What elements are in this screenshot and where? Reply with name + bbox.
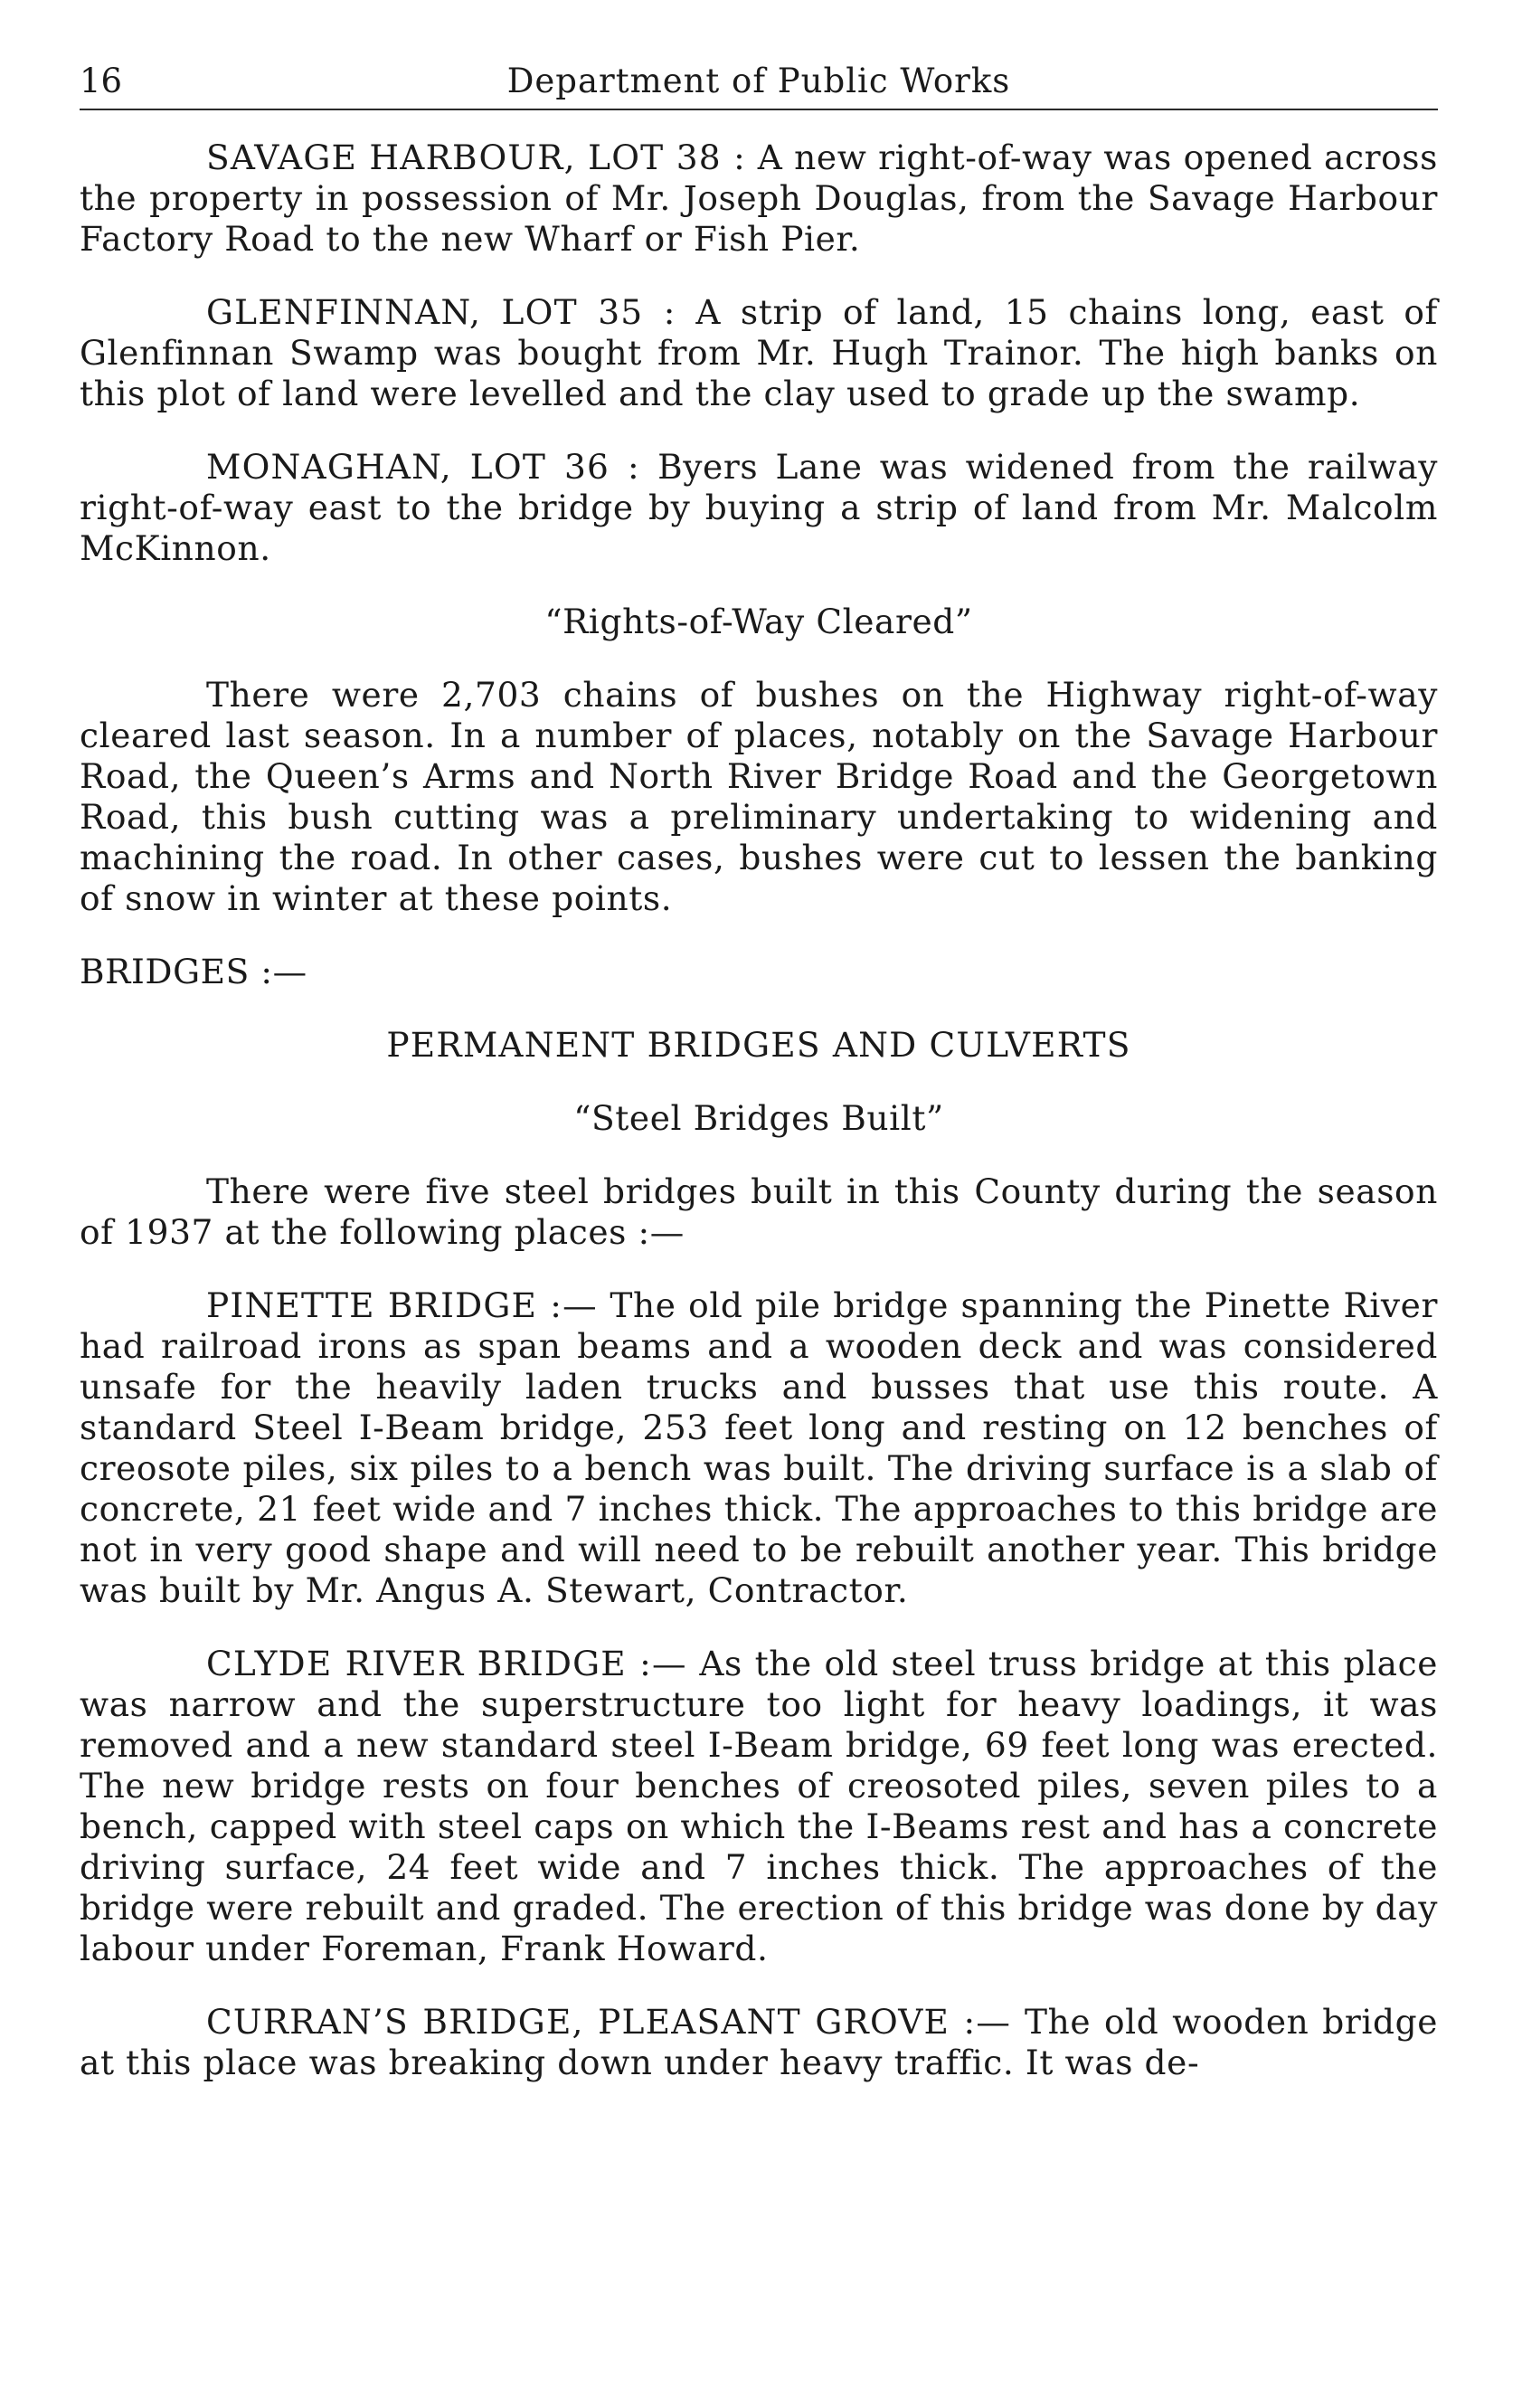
steel-bridges-heading: “Steel Bridges Built” <box>573 1098 944 1138</box>
document-page <box>80 54 1438 2116</box>
header-rule <box>80 109 1438 110</box>
paragraph-text: A new right-of-way was opened across the property in possession of Mr. Joseph Douglas, from the Savage Harbour Factory Road to the new Wharf or Fish Pier. <box>80 137 1438 259</box>
paragraph-lead: MONAGHAN, LOT 36 : <box>206 447 640 487</box>
paragraph-steel-bridges <box>80 1171 1438 1253</box>
paragraph-clyde-river-bridge <box>80 1644 1438 1969</box>
paragraph-rights-of-way <box>80 675 1438 919</box>
paragraph-monaghan <box>80 447 1438 569</box>
page-header <box>80 54 1438 105</box>
paragraph-text: There were five steel bridges built in this County during the season of 1937 at the following places :— <box>80 1171 1438 1252</box>
paragraph-text: A strip of land, 15 chains long, east of Glenfinnan Swamp was bought from Mr. Hugh Trainor. The high banks on this plot of land were levelled and the clay used to grade up the swamp. <box>80 292 1438 413</box>
paragraph-text: There were 2,703 chains of bushes on the Highway right-of-way cleared last season. In a number of places, notably on the Savage Harbour Road, the Queen’s Arms and North River Bridge Road and the Georgetown Road, this bush cutting was a preliminary undertaking to widening and machining the road. In other cases, bushes were cut to lessen the banking of snow in winter at these points. <box>80 675 1438 918</box>
paragraph-lead: PINETTE BRIDGE :— <box>206 1285 598 1325</box>
paragraph-text: The old wooden bridge at this place was breaking down under heavy traffic. It was de- <box>80 2002 1438 2082</box>
paragraph-pinette-bridge <box>80 1285 1438 1611</box>
paragraph-lead: CLYDE RIVER BRIDGE :— <box>206 1644 687 1683</box>
bridges-heading: BRIDGES :— <box>80 952 307 991</box>
rights-of-way-heading: “Rights-of-Way Cleared” <box>544 602 973 641</box>
paragraph-lead: SAVAGE HARBOUR, LOT 38 : <box>206 137 746 177</box>
paragraph-lead: GLENFINNAN, LOT 35 : <box>206 292 676 332</box>
paragraph-text: As the old steel truss bridge at this place was narrow and the superstructure too light for heavy loadings, it was removed and a new standard steel I-Beam bridge, 69 feet long was erected. The new bridge rests on four benches of creosoted piles, seven piles to a bench, capped with steel caps on which the I-Beams rest and has a concrete driving surface, 24 feet wide and 7 inches thick. The approaches of the bridge were rebuilt and graded. The erection of this bridge was done by day labour under Foreman, Frank Howard. <box>80 1644 1438 1968</box>
running-title: Department of Public Works <box>506 62 1011 100</box>
paragraph-glenfinnan <box>80 292 1438 414</box>
page-number: 16 <box>80 62 123 100</box>
paragraph-currans-bridge <box>80 2002 1438 2083</box>
paragraph-text: The old pile bridge spanning the Pinette River had railroad irons as span beams and a wooden deck and was considered unsafe for the heavily laden trucks and busses that use this route. A standard Steel I-Beam bridge, 253 feet long and resting on 12 benches of creosote piles, six piles to a bench was built. The driving surface is a slab of concrete, 21 feet wide and 7 inches thick. The approaches to this bridge are not in very good shape and will need to be rebuilt another year. This bridge was built by Mr. Angus A. Stewart, Contractor. <box>80 1285 1439 1610</box>
paragraph-savage-harbour <box>80 137 1438 260</box>
paragraph-text: Byers Lane was widened from the railway right-of-way east to the bridge by buying a strip of land from Mr. Malcolm McKinnon. <box>80 447 1438 568</box>
paragraph-lead: CURRAN’S BRIDGE, PLEASANT GROVE :— <box>206 2002 1012 2042</box>
permanent-bridges-heading: PERMANENT BRIDGES AND CULVERTS <box>386 1025 1131 1065</box>
document-body <box>80 137 1438 2083</box>
